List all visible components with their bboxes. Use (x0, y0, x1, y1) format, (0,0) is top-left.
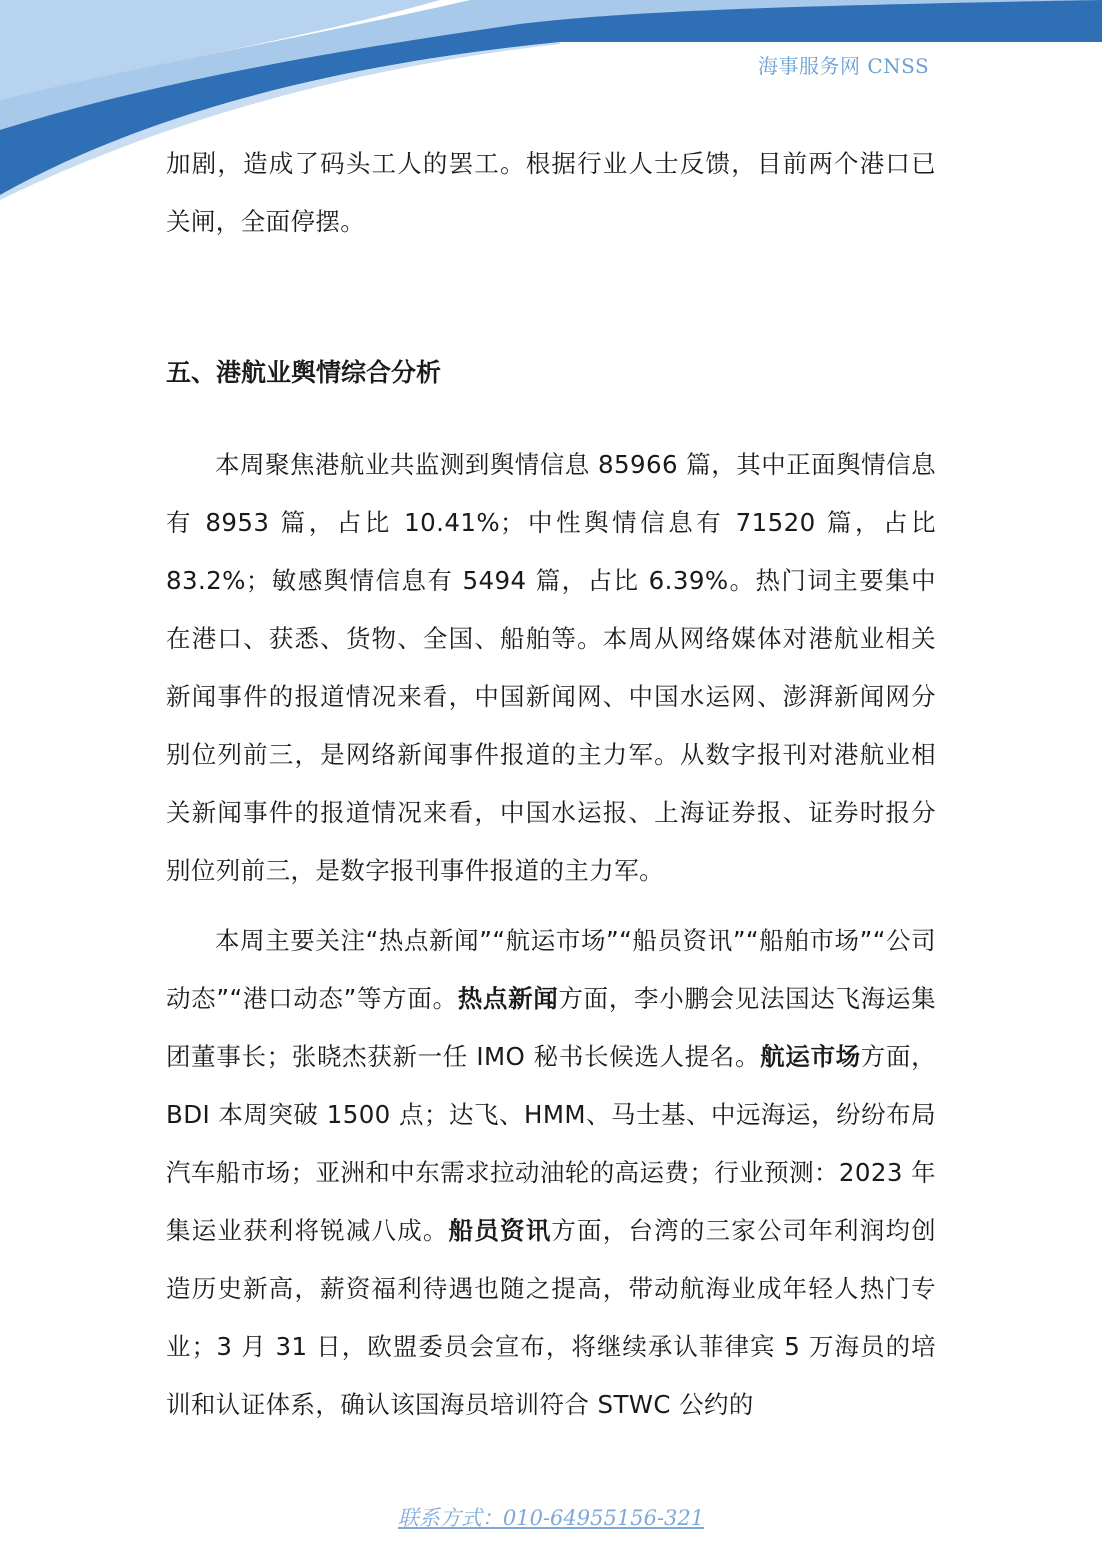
footer-contact[interactable]: 联系方式：010-64955156-321 (397, 1506, 705, 1530)
section-heading: 五、港航业舆情综合分析 (166, 358, 442, 387)
hot-news-label: 热点新闻 (457, 984, 559, 1013)
shipping-market-text: 方面，BDI 本周突破 1500 点；达飞、HMM、马士基、中远海运，纷纷布局汽车船市场；亚洲和中东需求拉动油轮的高运费；行业预测：2023 年集运业获利将锐减八成。 (166, 1042, 937, 1245)
hot-news-text: 方面，李小鹏会见法国达飞海运集团董事长；张晓杰获新一任 IMO 秘书长候选人提名。 (166, 984, 937, 1071)
shipping-market-label: 航运市场 (760, 1042, 861, 1071)
crew-info-text: 方面，台湾的三家公司年利润均创造历史新高，薪资福利待遇也随之提高，带动航海业成年轻人热门专业；3 月 31 日，欧盟委员会宣布，将继续承认菲律宾 5 万海员的培训和认证体系，确认该国海员培训符合 STWC 公约的 (166, 1216, 937, 1419)
focus-intro: 本周主要关注“热点新闻”“航运市场”“船员资讯”“船舶市场”“公司动态”“港口动态”等方面。 (166, 926, 936, 1013)
continuation-block (166, 135, 936, 251)
continuation-paragraph: 加剧，造成了码头工人的罢工。根据行业人士反馈，目前两个港口已关闸，全面停摆。 (166, 149, 936, 236)
summary-paragraph: 本周聚焦港航业共监测到舆情信息 85966 篇，其中正面舆情信息有 8953 篇，占比 10.41%；中性舆情信息有 71520 篇，占比 83.2%；敏感舆情信息有 5494 篇，占比 6.39%。热门词主要集中在港口、获悉、货物、全国、船舶等。本周从网络媒体对港航业相关新闻事件的报道情况来看，中国新闻网、中国水运网、澎湃新闻网分别位列前三，是网络新闻事件报道的主力军。从数字报刊对港航业相关新闻事件的报道情况来看，中国水运报、上海证券报、证券时报分别位列前三，是数字报刊事件报道的主力军。 (166, 450, 936, 885)
section-body (166, 436, 936, 1434)
focus-paragraph (166, 912, 936, 1434)
site-label: 海事服务网 CNSS (758, 54, 930, 78)
crew-info-label: 船员资讯 (448, 1216, 552, 1245)
